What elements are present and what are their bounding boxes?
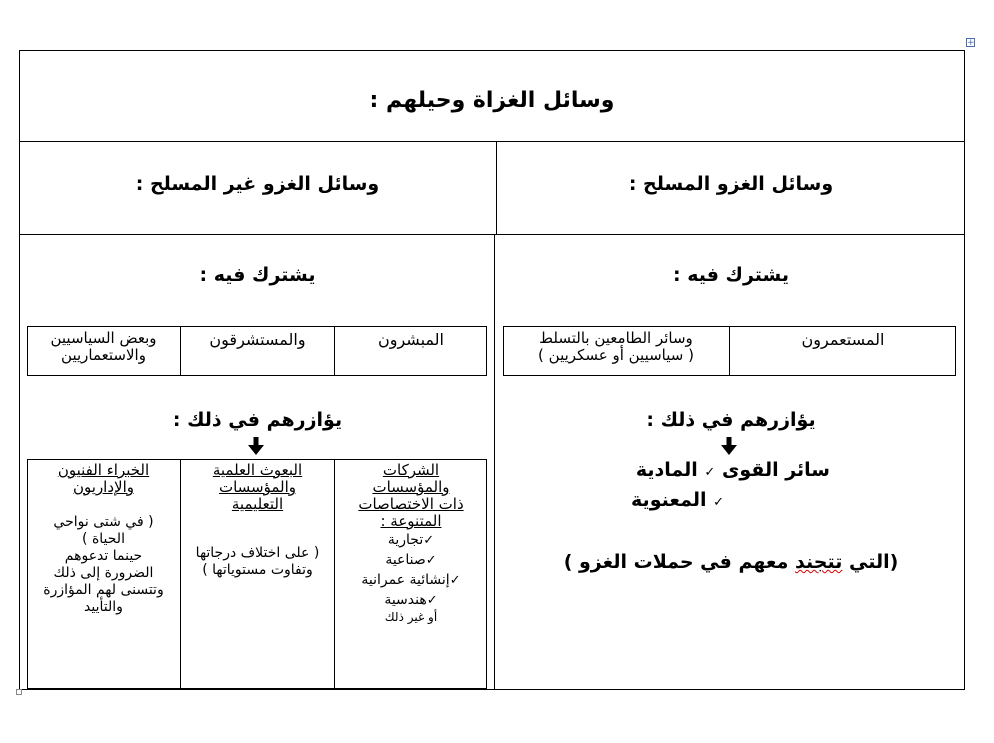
- companies-item: [335, 572, 487, 589]
- companies-item: [335, 532, 487, 549]
- research-note-line: ( على اختلاف درجاتها: [195, 545, 320, 561]
- page-title: وسائل الغزاة وحيلهم :: [369, 88, 615, 113]
- supporters-research: [181, 462, 334, 579]
- companies-title-line: والمؤسسات: [372, 478, 450, 496]
- armed-participant-ambitious-line2: ( سياسيين أو عسكريين ): [538, 346, 694, 364]
- experts-title-line: والإداريون: [73, 478, 134, 496]
- armed-means-heading: وسائل الغزو المسلح :: [628, 173, 834, 195]
- research-title-line: التعليمية: [231, 495, 284, 513]
- armed-closing-note: [497, 551, 965, 573]
- unarmed-participant-politicians-line1: وبعض السياسيين: [50, 329, 157, 347]
- unarmed-participant-politicians-line2: والاستعماريين: [61, 346, 146, 364]
- check-icon: ✓: [704, 465, 716, 480]
- armed-participant-ambitious: [503, 330, 729, 364]
- supporters-companies: [335, 462, 487, 626]
- companies-item: [335, 592, 487, 609]
- companies-item-text: إنشائية عمرانية: [361, 572, 450, 588]
- armed-participant-colonizers: المستعمرون: [801, 330, 885, 349]
- divider-title: [19, 141, 965, 142]
- companies-item-text: هندسية: [384, 592, 427, 608]
- closing-post: معهم في حملات الغزو ): [563, 551, 789, 573]
- armed-arrow-down-icon: [721, 437, 737, 455]
- experts-note-line: الضرورة إلى ذلك: [53, 565, 154, 581]
- companies-title-line: ذات الاختصاصات: [358, 495, 464, 513]
- forces-all-text: سائر القوى: [721, 459, 830, 481]
- unarmed-shared-label: يشترك فيه :: [199, 264, 316, 286]
- experts-title-line: الخبراء الفنيون: [57, 461, 150, 479]
- companies-item: [335, 552, 487, 569]
- companies-tail: أو غير ذلك: [384, 610, 438, 624]
- armed-participant-ambitious-line1: وسائر الطامعين بالتسلط: [539, 329, 693, 347]
- unarmed-participant-politicians: [27, 330, 180, 364]
- experts-note-line: حينما تدعوهم: [64, 548, 143, 564]
- armed-support-label: يؤازرهم في ذلك :: [646, 409, 816, 431]
- research-title-line: البعوث العلمية: [212, 461, 303, 479]
- companies-title-line: الشركات: [382, 461, 440, 479]
- experts-note-line: ( في شتى نواحي: [53, 514, 154, 530]
- experts-note-line: الحياة ): [82, 531, 125, 547]
- experts-note-line: والتأييد: [84, 599, 123, 615]
- closing-spell-flagged-word: تتجند: [795, 551, 843, 573]
- check-icon: ✓: [425, 553, 437, 568]
- supporters-experts: [27, 462, 180, 616]
- unarmed-support-label: يؤازرهم في ذلك :: [172, 409, 343, 431]
- unarmed-arrow-down-icon: [248, 437, 264, 455]
- unarmed-participant-missionaries: المبشرون: [378, 330, 444, 349]
- companies-item-text: تجارية: [387, 532, 424, 548]
- check-icon: ✓: [426, 593, 438, 608]
- table-move-handle-icon[interactable]: +: [967, 38, 975, 48]
- forces-material-text: المادية: [635, 459, 698, 481]
- forces-moral-text: المعنوية: [631, 489, 707, 511]
- armed-forces-line2: [600, 489, 724, 511]
- divider-center-lower: [494, 234, 495, 690]
- unarmed-participant-orientalists: والمستشرقون: [209, 330, 306, 349]
- research-title-line: والمؤسسات: [218, 478, 297, 496]
- research-note-line: وتفاوت مستوياتها ): [202, 562, 313, 578]
- closing-pre: (التي: [848, 551, 899, 573]
- companies-title-line: المتنوعة :: [380, 512, 442, 530]
- armed-forces-line1: [620, 459, 830, 481]
- divider-headings: [19, 234, 965, 235]
- table-resize-handle-icon[interactable]: [16, 689, 22, 695]
- unarmed-means-heading: وسائل الغزو غير المسلح :: [135, 173, 380, 195]
- companies-item-text: صناعية: [385, 552, 426, 568]
- check-icon: ✓: [449, 573, 461, 588]
- experts-note-line: وتتسنى لهم المؤازرة: [43, 582, 164, 598]
- check-icon: ✓: [423, 533, 435, 548]
- armed-shared-label: يشترك فيه :: [672, 264, 789, 286]
- check-icon: ✓: [713, 495, 724, 510]
